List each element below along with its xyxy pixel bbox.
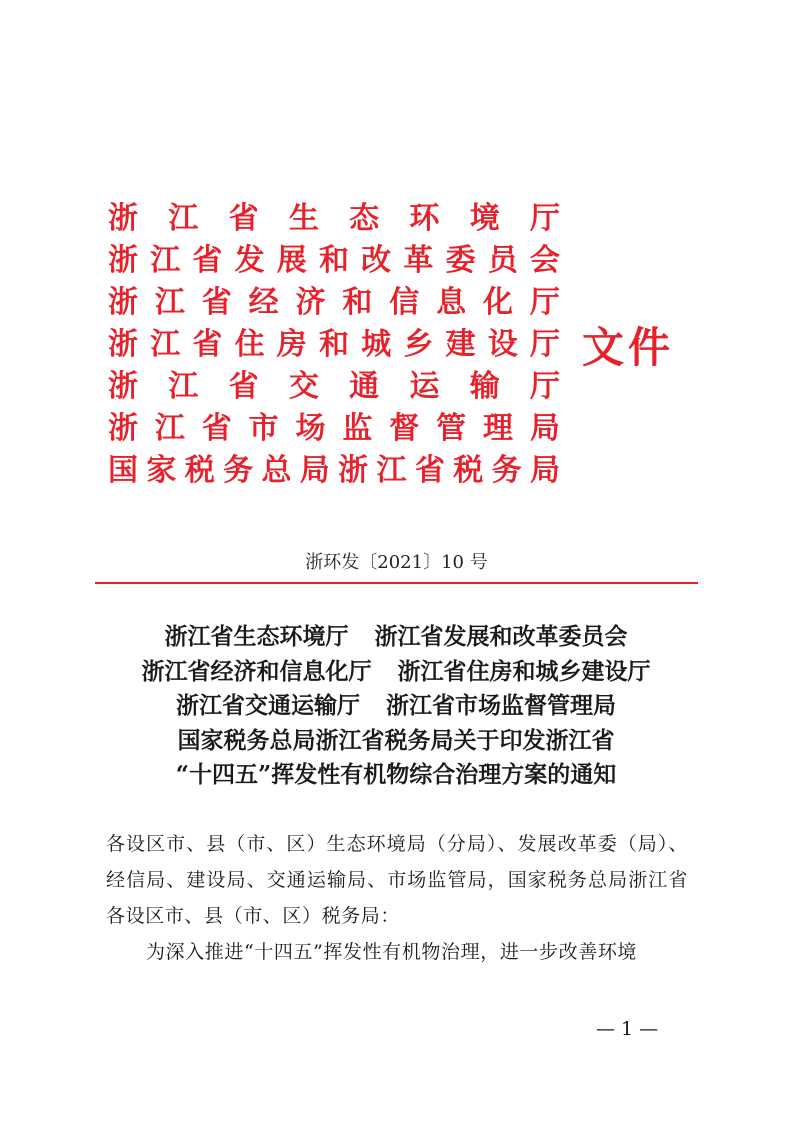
issuer-char: 江 [150,243,181,278]
title-segment: 国家税务总局浙江省税务局关于印发浙江省 [177,726,615,754]
issuer-char: 态 [349,201,380,236]
issuer-char: 管 [436,411,467,446]
document-type-label: 文件 [582,323,675,372]
document-body [106,826,688,970]
title-segment: “十四五”挥发性有机物综合治理方案的通知 [175,761,617,788]
issuer-char: 息 [436,285,467,320]
issuer-char: 房 [276,327,307,362]
issuer-char: 浙 [108,369,138,404]
issuer-char: 设 [487,327,518,362]
page-number: — 1 — [596,1018,659,1040]
issuer-char: 省 [228,201,259,236]
issuer-char: 交 [288,369,319,404]
issuer-char: 省 [192,327,223,362]
issuer-char: 和 [318,327,349,362]
issuer-char: 经 [248,285,279,320]
title-segment: 浙江省经济和信息化厅 [141,657,372,685]
issuer-char: 生 [288,201,319,236]
issuer-char: 革 [403,243,434,278]
issuer-line [108,324,560,366]
issuer-char: 运 [409,369,440,404]
issuer-char: 江 [168,201,199,236]
title-segment: 浙江省住房和城乡建设厅 [397,657,651,685]
issuer-line [108,408,560,450]
issuer-char: 环 [409,201,440,236]
title-segment: 浙江省发展和改革委员会 [374,623,628,650]
issuer-line [108,450,560,492]
body-paragraph: 为深入推进“十四五”挥发性有机物治理，进一步改善环境 [146,941,638,963]
issuer-char: 督 [389,411,420,446]
issuer-char: 境 [469,201,500,236]
issuer-char: 局 [529,411,560,446]
issuer-char: 通 [349,369,380,404]
addressee-paragraph: 各设区市、县（市、区）生态环境局（分局）、发展改革委（局）、经信局、建设局、交通运输局、市场监管局，国家税务总局浙江省各设区市、县（市、区）税务局： [106,833,688,927]
issuer-char: 浙 [108,327,138,362]
document-title [96,620,696,793]
issuer-char: 厅 [529,369,560,404]
issuer-char: 省 [192,243,223,278]
issuer-char: 税 [453,453,484,488]
issuer-char: 和 [318,243,349,278]
issuer-char: 发 [234,243,265,278]
issuer-char: 厅 [529,285,560,320]
issuer-line [108,198,560,240]
issuer-char: 住 [234,327,265,362]
issuer-char: 和 [342,285,373,320]
issuer-char: 输 [469,369,500,404]
issuer-char: 城 [361,327,392,362]
issuer-line [108,366,560,408]
issuer-char: 浙 [108,243,138,278]
title-line [96,689,696,724]
issuer-char: 税 [184,453,215,488]
issuer-char: 国 [108,453,138,488]
issuer-char: 浙 [108,285,138,320]
issuer-char: 场 [295,411,326,446]
title-line [96,655,696,690]
issuing-agencies-header [108,198,560,492]
issuer-char: 厅 [529,201,560,236]
issuer-char: 展 [276,243,307,278]
issuer-char: 省 [414,453,445,488]
document-number: 浙环发〔2021〕10 号 [305,552,488,573]
issuer-char: 务 [223,453,254,488]
issuer-char: 会 [529,243,560,278]
issuer-char: 改 [361,243,392,278]
issuer-char: 浙 [108,201,138,236]
issuer-char: 省 [228,369,259,404]
issuer-char: 局 [299,453,330,488]
issuer-char: 局 [529,453,560,488]
issuer-char: 务 [491,453,522,488]
issuer-line [108,282,560,324]
issuer-char: 省 [201,411,232,446]
issuer-char: 省 [201,285,232,320]
title-line [96,724,696,759]
title-segment: 浙江省生态环境厅 [164,623,349,650]
issuer-char: 建 [445,327,476,362]
issuer-char: 信 [389,285,420,320]
issuer-char: 浙 [338,453,369,488]
issuer-char: 厅 [529,327,560,362]
issuer-char: 总 [261,453,292,488]
title-line [96,620,696,655]
issuer-char: 化 [483,285,513,320]
issuer-char: 济 [295,285,326,320]
issuer-char: 家 [146,453,177,488]
issuer-char: 员 [487,243,518,278]
issuer-char: 江 [150,327,181,362]
issuer-line [108,240,560,282]
issuer-char: 江 [154,411,185,446]
title-segment: 浙江省市场监督管理局 [386,692,616,719]
title-segment: 浙江省交通运输厅 [176,692,360,719]
issuer-char: 委 [445,243,476,278]
issuer-char: 乡 [403,327,434,362]
issuer-char: 江 [376,453,407,488]
red-divider [95,582,698,584]
issuer-char: 市 [248,411,279,446]
title-line [96,758,696,793]
issuer-char: 监 [342,411,373,446]
issuer-char: 浙 [108,411,138,446]
issuer-char: 理 [483,411,513,446]
issuer-char: 江 [154,285,185,320]
issuer-char: 江 [168,369,199,404]
